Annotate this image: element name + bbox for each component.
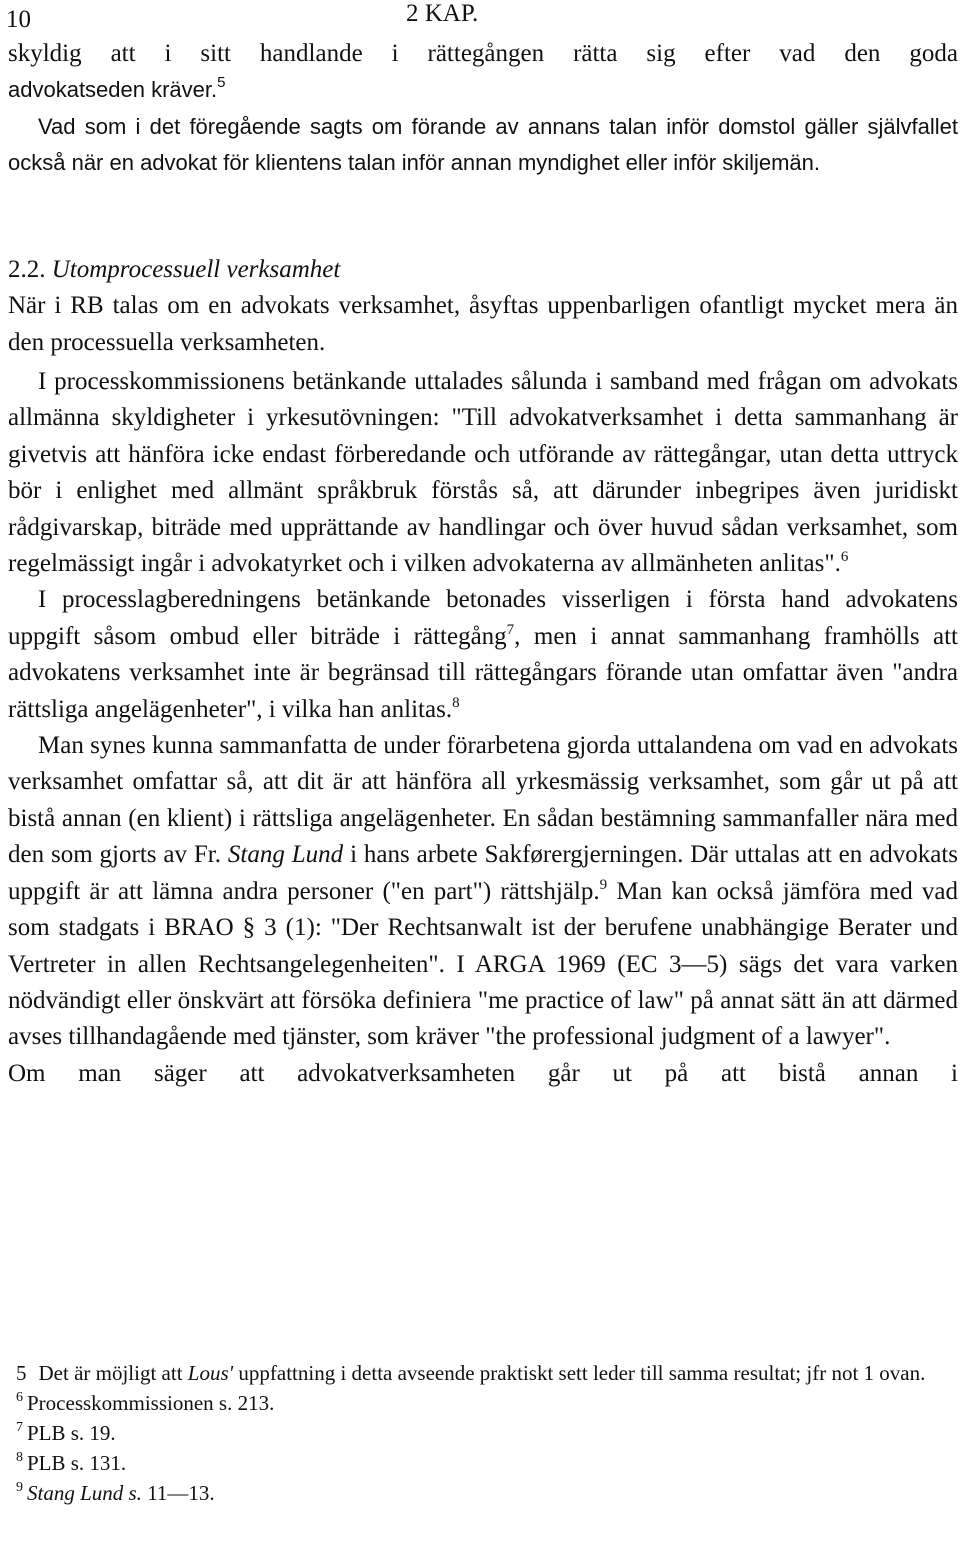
paragraph-om-man: Om man säger att advokatverksamheten går ut på att bistå annan i xyxy=(8,1059,958,1087)
paragraph-skiljeman: Vad som i det föregående sagts om förande av annans talan inför domstol gäller självfallet också när en advokat för klientens talan inför annan myndighet eller inför skiljemän. xyxy=(8,113,958,176)
footnote-7 xyxy=(16,1418,956,1448)
opening-line-2 xyxy=(8,72,958,108)
footnote-number: 9 xyxy=(16,1480,23,1495)
footnote-ref-6[interactable]: 6 xyxy=(840,549,849,566)
footnote-number: 8 xyxy=(16,1450,23,1465)
page-number: 10 xyxy=(6,6,31,33)
footnote-italic-text: Stang Lund s. xyxy=(27,1481,142,1505)
footnote-text-end: uppfattning i detta avseende praktiskt sett leder till samma resultat; jfr not 1 ovan. xyxy=(238,1361,926,1385)
chapter-label: 2 KAP. xyxy=(406,0,479,27)
page-header xyxy=(6,2,946,38)
footnotes xyxy=(16,1358,956,1508)
opening-line-text: skyldig att i sitt handlande i rättegången rätta sig efter vad den goda xyxy=(8,40,958,67)
paragraph-processlagberedning-text-a: I processlagberedningens betänkande betonades visserligen i första hand advokatens uppgift såsom ombud eller biträde i rättegång xyxy=(8,586,958,650)
opening-line-2-text: advokatseden kräver. xyxy=(8,77,218,103)
footnote-text-end: 11—13. xyxy=(147,1481,215,1505)
opening-text xyxy=(8,36,958,182)
main-text xyxy=(8,364,958,1092)
footnote-5 xyxy=(16,1358,956,1388)
footnote-ref-9[interactable]: 9 xyxy=(599,876,608,893)
paragraph-sammanfatta-text-a: Man synes kunna sammanfatta de under förarbetena gjorda uttalandena om vad en advokats verksamhet omfattar så, att dit är att hänföra all yrkesmässig verksamhet, som går ut på att bistå annan (en klient) i rättsliga angelägenheter. En sådan bestämning sammanfaller nära med den som gjorts av Fr. xyxy=(8,732,958,869)
paragraph-processlagberedning xyxy=(8,582,958,728)
author-name: Stang Lund xyxy=(227,841,344,869)
paragraph-processkommission xyxy=(8,364,958,582)
footnote-ref-7[interactable]: 7 xyxy=(506,621,515,638)
footnote-8 xyxy=(16,1448,956,1478)
footnote-ref-8[interactable]: 8 xyxy=(452,694,460,711)
section-title: Utomprocessuell verksamhet xyxy=(51,256,341,283)
section-heading xyxy=(8,252,958,288)
section-heading-block xyxy=(8,252,958,361)
paragraph-sammanfatta-text-c: Man kan också jämföra med vad som stadgats i BRAO § 3 (1): "Der Rechtsanwalt ist der berufene unabhängige Berater und Vertreter in allen Rechtsangelegenheiten". I ARGA 1969 (EC 3—5) sägs det vara varken nödvändigt eller önskvärt att försöka definiera "me practice of law" på annat sätt än att därmed avses tillhandagående med tjänster, som kräver "the professional judgment of a lawyer". xyxy=(8,877,959,1051)
footnote-number: 5 xyxy=(16,1361,27,1385)
paragraph-sammanfatta-text-b: i hans arbete Sakførergjerningen. Där uttalas att en advokats uppgift är att lämna andra personer ("en part") rättshjälp. xyxy=(8,841,959,905)
paragraph-processkommission-text: I processkommissionens betänkande uttalades sålunda i samband med frågan om advokats allmänna skyldigheter i yrkesutövningen: "Till advokatverksamhet i detta sammanhang är givetvis att hänföra icke endast förberedande och utförande av rättegångar, utan detta uttryck bör i enlighet med allmänt språkbruk förstås så, att därunder inbegripes även juridiskt rådgivarskap, biträde med upprättande av handlingar och över huvud sådan verksamhet, som regelmässigt ingår i advokatyrket och i vilken advokaterna av allmänheten anlitas". xyxy=(8,368,958,578)
footnote-italic-text: Lous' xyxy=(187,1361,234,1385)
footnote-9 xyxy=(16,1478,956,1508)
paragraph-rb: När i RB talas om en advokats verksamhet, åsyftas uppenbarligen ofantligt mycket mera än den processuella verksamheten. xyxy=(8,292,958,356)
paragraph-processlagberedning-text-b: , men i annat sammanhang framhölls att advokatens verksamhet inte är begränsad till rättegångars förande utan omfattar även "andra rättsliga angelägenheter", i vilka han anlitas. xyxy=(8,622,958,723)
footnote-text: PLB s. 19. xyxy=(27,1421,116,1445)
footnote-text: Det är möjligt att xyxy=(38,1361,183,1385)
section-number: 2.2. xyxy=(8,256,46,283)
paragraph-sammanfatta xyxy=(8,728,958,1056)
footnote-number: 6 xyxy=(16,1390,23,1405)
footnote-ref-5[interactable]: 5 xyxy=(217,74,226,92)
footnote-6 xyxy=(16,1388,956,1418)
opening-line xyxy=(8,36,958,72)
footnote-number: 7 xyxy=(16,1420,23,1435)
footnote-text: Processkommissionen s. 213. xyxy=(27,1391,275,1415)
footnote-text: PLB s. 131. xyxy=(27,1451,127,1475)
